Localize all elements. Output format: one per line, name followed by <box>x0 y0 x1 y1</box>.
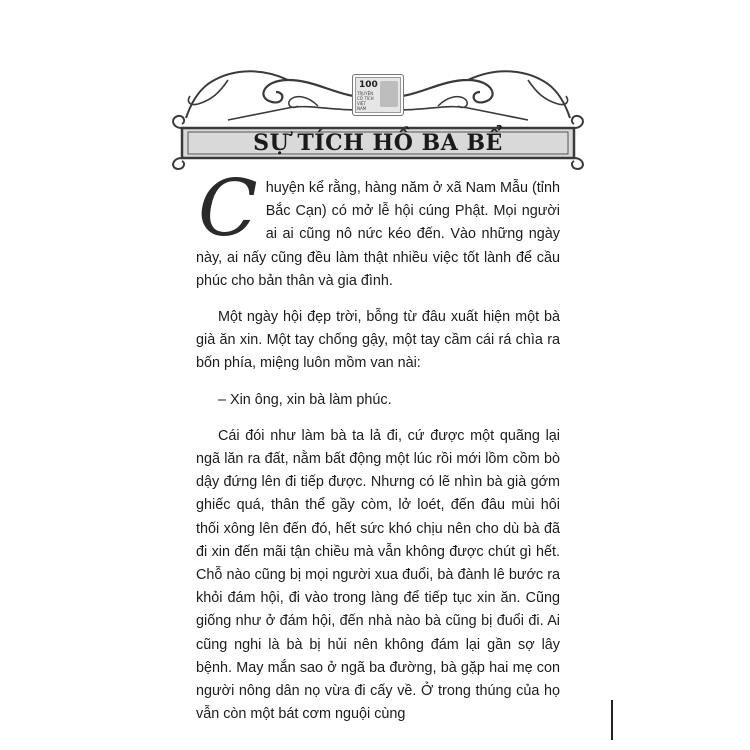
drop-cap-letter: C <box>198 164 258 254</box>
paragraph-2: Một ngày hội đẹp trời, bỗng từ đâu xuất hiện một bà già ăn xin. Một tay chống gậy, một tay cầm cái rá chìa ra bốn phía, miệng luôn mồm van nài: <box>196 309 560 372</box>
badge-picture-icon <box>380 81 398 107</box>
paragraph-4: Cái đói như làm bà ta lả đi, cứ được một quãng lại ngã lăn ra đất, nằm bất động một lúc rồi mới lồm cồm bò dậy đứng lên đi tiếp được. Nhưng có lẽ nhìn bà già gớm ghiếc quá, thân thể gầy còm, lở loét, đến đâu mùi hôi thối xông lên đến đó, hết sức khó chịu nên cho dù bà đã đi xin đến mãi tận chiều mà vẫn không được chút gì hết. Chỗ nào cũng bị mọi người xua đuổi, bà đành lê bước ra khỏi đám hội, đi vào trong làng để tiếp tục xin ăn. Cũng giống như ở đám hội, đến nhà nào bà cũng bị đuổi đi. Ai cũng nghi là bà bị hủi nên không đám lại gần sợ lây bệnh. May mắn sao ở ngã ba đường, bà gặp hai mẹ con người nông dân nọ vừa đi cấy về. Ở trong thúng của họ vẫn còn một bát cơm nguội cùng <box>196 427 560 723</box>
chapter-header-ornament <box>168 58 588 170</box>
page-edge-rule <box>611 700 613 740</box>
series-logo-badge <box>352 74 404 116</box>
story-body <box>196 164 560 739</box>
dialogue-line: – Xin ông, xin bà làm phúc. <box>218 391 392 408</box>
story-title: SỰ TÍCH HỒ BA BỂ <box>253 130 503 156</box>
badge-number: 100 <box>359 80 378 90</box>
paragraph-1-text: huyện kể rằng, hàng năm ở xã Nam Mẫu (tỉnh Bắc Cạn) có mở lễ hội cúng Phật. Mọi người ai ai cũng nô nức kéo đến. Vào những ngày này, ai nấy cũng đều làm thật nhiều việc tốt lành để cầu phúc cho bản thân và gia đình. <box>196 180 560 289</box>
paragraph-1 <box>196 164 560 293</box>
badge-caption: TRUYỆN CỔ TÍCH VIỆT NAM <box>357 91 374 111</box>
